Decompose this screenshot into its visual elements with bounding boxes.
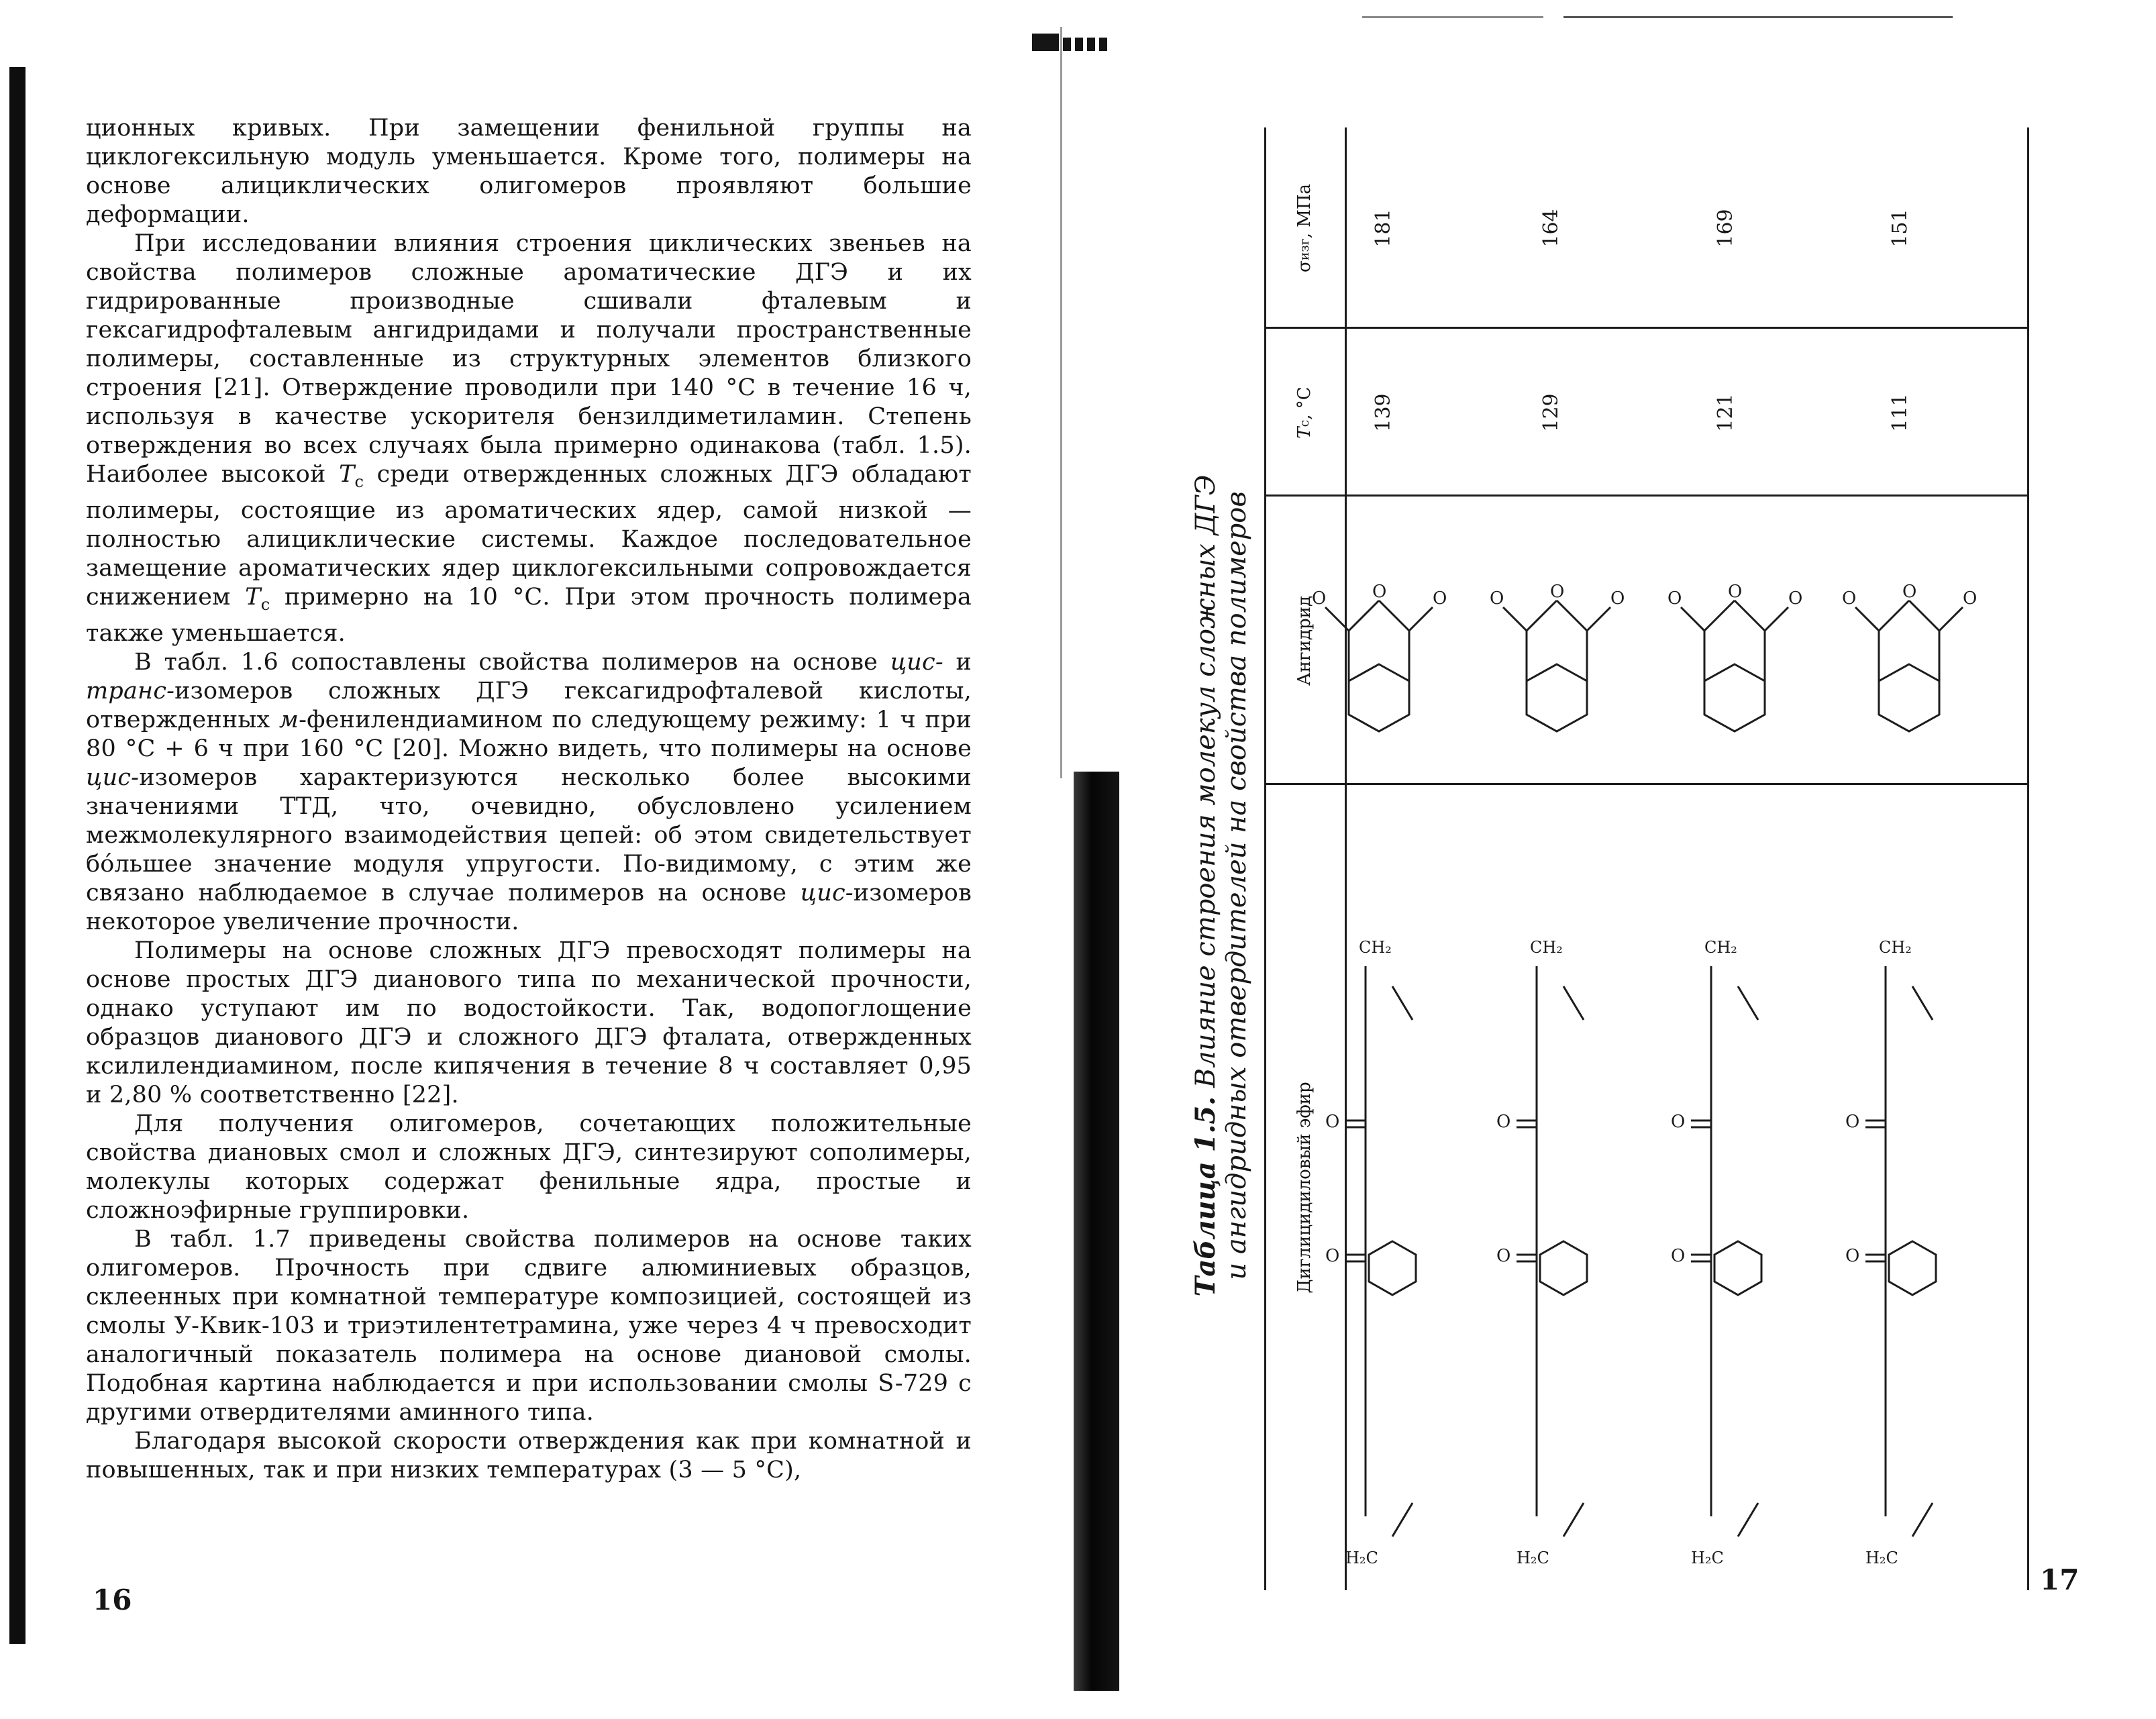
anhydride-row-2-structure xyxy=(1476,570,1637,745)
italic-cis: цис- xyxy=(890,649,943,676)
page-number-left: 16 xyxy=(93,1583,132,1616)
column-divider xyxy=(1264,327,2029,329)
column-divider xyxy=(1264,783,2029,785)
carbonyl-o: O xyxy=(1963,588,1978,609)
paragraph-1: ционных кривых. При замещении фенильной группы на циклогексильную модуль уменьшается. Кроме того, полимеры на основе алициклических олигомеров проявляют большие деформации. xyxy=(86,115,972,228)
row-1-tc: 139 xyxy=(1372,393,1395,432)
italic-trans: транс- xyxy=(86,678,175,705)
epoxy-ch2: CH₂ xyxy=(1704,939,1737,957)
tc-subscript: с xyxy=(260,595,270,614)
paragraph-5: Для получения олигомеров, сочетающих положительные свойства диановых смол и сложных ДГЭ, синтезируют сополимеры, молекулы которых содержат фенильные ядра, простые и сложноэфирные группировки. xyxy=(86,1110,972,1224)
epoxy-h2c: H₂C xyxy=(1865,1549,1898,1567)
epoxy-ch2: CH₂ xyxy=(1879,939,1912,957)
anhydride-row-4-structure xyxy=(1829,570,1990,745)
p2-part-b: среди отвержденных сложных ДГЭ обладают полимеры, состоящие из ароматических ядер, самой низкой — полностью алициклические системы. Каждое последовательное замещение ароматических ядер циклогексильными сопровождается снижением xyxy=(86,461,972,611)
carbonyl-o: O xyxy=(1496,1112,1511,1132)
header-tc: T c , °С xyxy=(1294,386,1315,439)
tc-symbol: T xyxy=(245,584,261,611)
top-rule xyxy=(1563,16,1953,18)
p2-part-c: примерно на 10 °С. При этом прочность полимера также уменьшается. xyxy=(86,584,972,647)
carbonyl-o: O xyxy=(1667,588,1682,609)
header-anhydride: Ангидрид xyxy=(1294,596,1315,686)
anhydride-row-1-structure xyxy=(1298,570,1459,745)
italic-m: м xyxy=(278,707,299,733)
epoxy-ch2: CH₂ xyxy=(1359,939,1392,957)
italic-cis: цис- xyxy=(86,764,140,791)
column-divider xyxy=(1264,494,2029,497)
paragraph-7: Благодаря высокой скорости отверждения как при комнатной и повышенных, так и при низких температурах (3 — 5 °С), xyxy=(86,1428,972,1483)
caption-line-2: и ангидридных отвердителей на свойства полимеров xyxy=(1221,491,1252,1280)
left-page-text xyxy=(86,114,972,1485)
epoxy-h2c: H₂C xyxy=(1345,1549,1378,1567)
carbonyl-o: O xyxy=(1610,588,1625,609)
ester-row-1-structure xyxy=(1319,939,1480,1577)
tc-symbol: T xyxy=(338,461,355,488)
p2-part-a: При исследовании влияния строения циклических звеньев на свойства полимеров сложные ароматические ДГЭ и их гидрированные производные сшивали фталевым и гексагидрофталевым ангидридами и получали пространственные полимеры, составленные из структурных элементов близкого строения [21]. Отверждение проводили при 140 °С в течение 16 ч, используя в качестве ускорителя бензилдиметиламин. Степень отверждения во всех случаях была примерно одинакова (табл. 1.5). Наиболее высокой xyxy=(86,230,972,488)
gutter-shadow xyxy=(1074,772,1119,1691)
anhydride-row-3-structure xyxy=(1654,570,1815,745)
caption-label: Таблица 1.5. xyxy=(1190,1096,1221,1297)
paragraph-6: В табл. 1.7 приведены свойства полимеров на основе таких олигомеров. Прочность при сдвиге алюминиевых образцов, склеенных при комнатной температуре композицией, состоящей из смолы У-Квик-103 и триэтилентетрамина, уже через 4 ч превосходит аналогичный показатель полимера на основе диановой смолы. Подобная картина наблюдается и при использовании смолы S-729 с другими отвердителями аминного типа. xyxy=(86,1226,972,1426)
row-3-sigma: 169 xyxy=(1714,209,1737,248)
table-bottom-rule xyxy=(2027,127,2029,1590)
right-page xyxy=(1161,0,2156,1719)
epoxy-h2c: H₂C xyxy=(1691,1549,1724,1567)
ester-row-2-structure xyxy=(1490,939,1651,1577)
carbonyl-o: O xyxy=(1788,588,1803,609)
epoxy-h2c: H₂C xyxy=(1517,1549,1549,1567)
row-1-sigma: 181 xyxy=(1372,209,1395,248)
carbonyl-o: O xyxy=(1312,588,1327,609)
ring-o: O xyxy=(1550,582,1565,602)
row-2-tc: 129 xyxy=(1539,393,1563,432)
italic-cis: цис- xyxy=(800,880,854,906)
carbonyl-o: O xyxy=(1671,1246,1686,1266)
ring-o: O xyxy=(1902,582,1917,602)
row-4-tc: 111 xyxy=(1888,393,1912,432)
ring-o: O xyxy=(1372,582,1387,602)
ester-row-3-structure xyxy=(1664,939,1825,1577)
carbonyl-o: O xyxy=(1845,1246,1860,1266)
carbonyl-o: O xyxy=(1842,588,1857,609)
carbonyl-o: O xyxy=(1496,1246,1511,1266)
paragraph-4: Полимеры на основе сложных ДГЭ превосходят полимеры на основе простых ДГЭ дианового типа по механической прочности, однако уступают им по водостойкости. Так, водопоглощение образцов дианового ДГЭ и сложного ДГЭ фталата, отвержденных ксилилендиамином, после кипячения в течение 8 ч составляет 0,95 и 2,80 % соответственно [22]. xyxy=(86,937,972,1108)
carbonyl-o: O xyxy=(1845,1112,1860,1132)
tc-subscript: с xyxy=(354,472,364,491)
paragraph-3: В табл. 1.6 сопоставлены свойства полимеров на основе цис- и транс-изомеров сложных ДГЭ гексагидрофталевой кислоты, отвержденных м-фенилендиамином по следующему режиму: 1 ч при 80 °С + 6 ч при 160 °С [20]. Можно видеть, что полимеры на основе цис-изомеров характеризуются несколько более высокими значениями ТТД, что, очевидно, обусловлено усилением межмолекулярного взаимодействия цепей: об этом свидетельствует бо́льшее значение модуля упругости. По-видимому, с этим же связано наблюдаемое в случае полимеров на основе цис-изомеров некоторое увеличение прочности. xyxy=(86,649,972,935)
caption-text-1: Влияние строения молекул сложных ДГЭ xyxy=(1190,474,1221,1088)
paragraph-2 xyxy=(86,229,972,648)
epoxy-ch2: CH₂ xyxy=(1530,939,1563,957)
table-caption xyxy=(1190,248,1252,1523)
scan-edge-shadow xyxy=(9,67,25,1644)
header-sigma: σ изг , МПа xyxy=(1294,183,1315,273)
header-ester: Диглицидиловый эфир xyxy=(1294,1082,1315,1294)
carbonyl-o: O xyxy=(1433,588,1447,609)
scan-corner-mark xyxy=(1032,34,1133,51)
gutter-line xyxy=(1060,27,1062,778)
carbonyl-o: O xyxy=(1490,588,1504,609)
carbonyl-o: O xyxy=(1325,1112,1340,1132)
row-4-sigma: 151 xyxy=(1888,209,1912,248)
page-number-right: 17 xyxy=(2040,1563,2080,1596)
carbonyl-o: O xyxy=(1325,1246,1340,1266)
ester-row-4-structure xyxy=(1839,939,2000,1577)
row-3-tc: 121 xyxy=(1714,393,1737,432)
caption-line-1 xyxy=(1190,248,1221,1523)
row-2-sigma: 164 xyxy=(1539,209,1563,248)
ring-o: O xyxy=(1728,582,1743,602)
carbonyl-o: O xyxy=(1671,1112,1686,1132)
top-rule xyxy=(1362,16,1543,18)
